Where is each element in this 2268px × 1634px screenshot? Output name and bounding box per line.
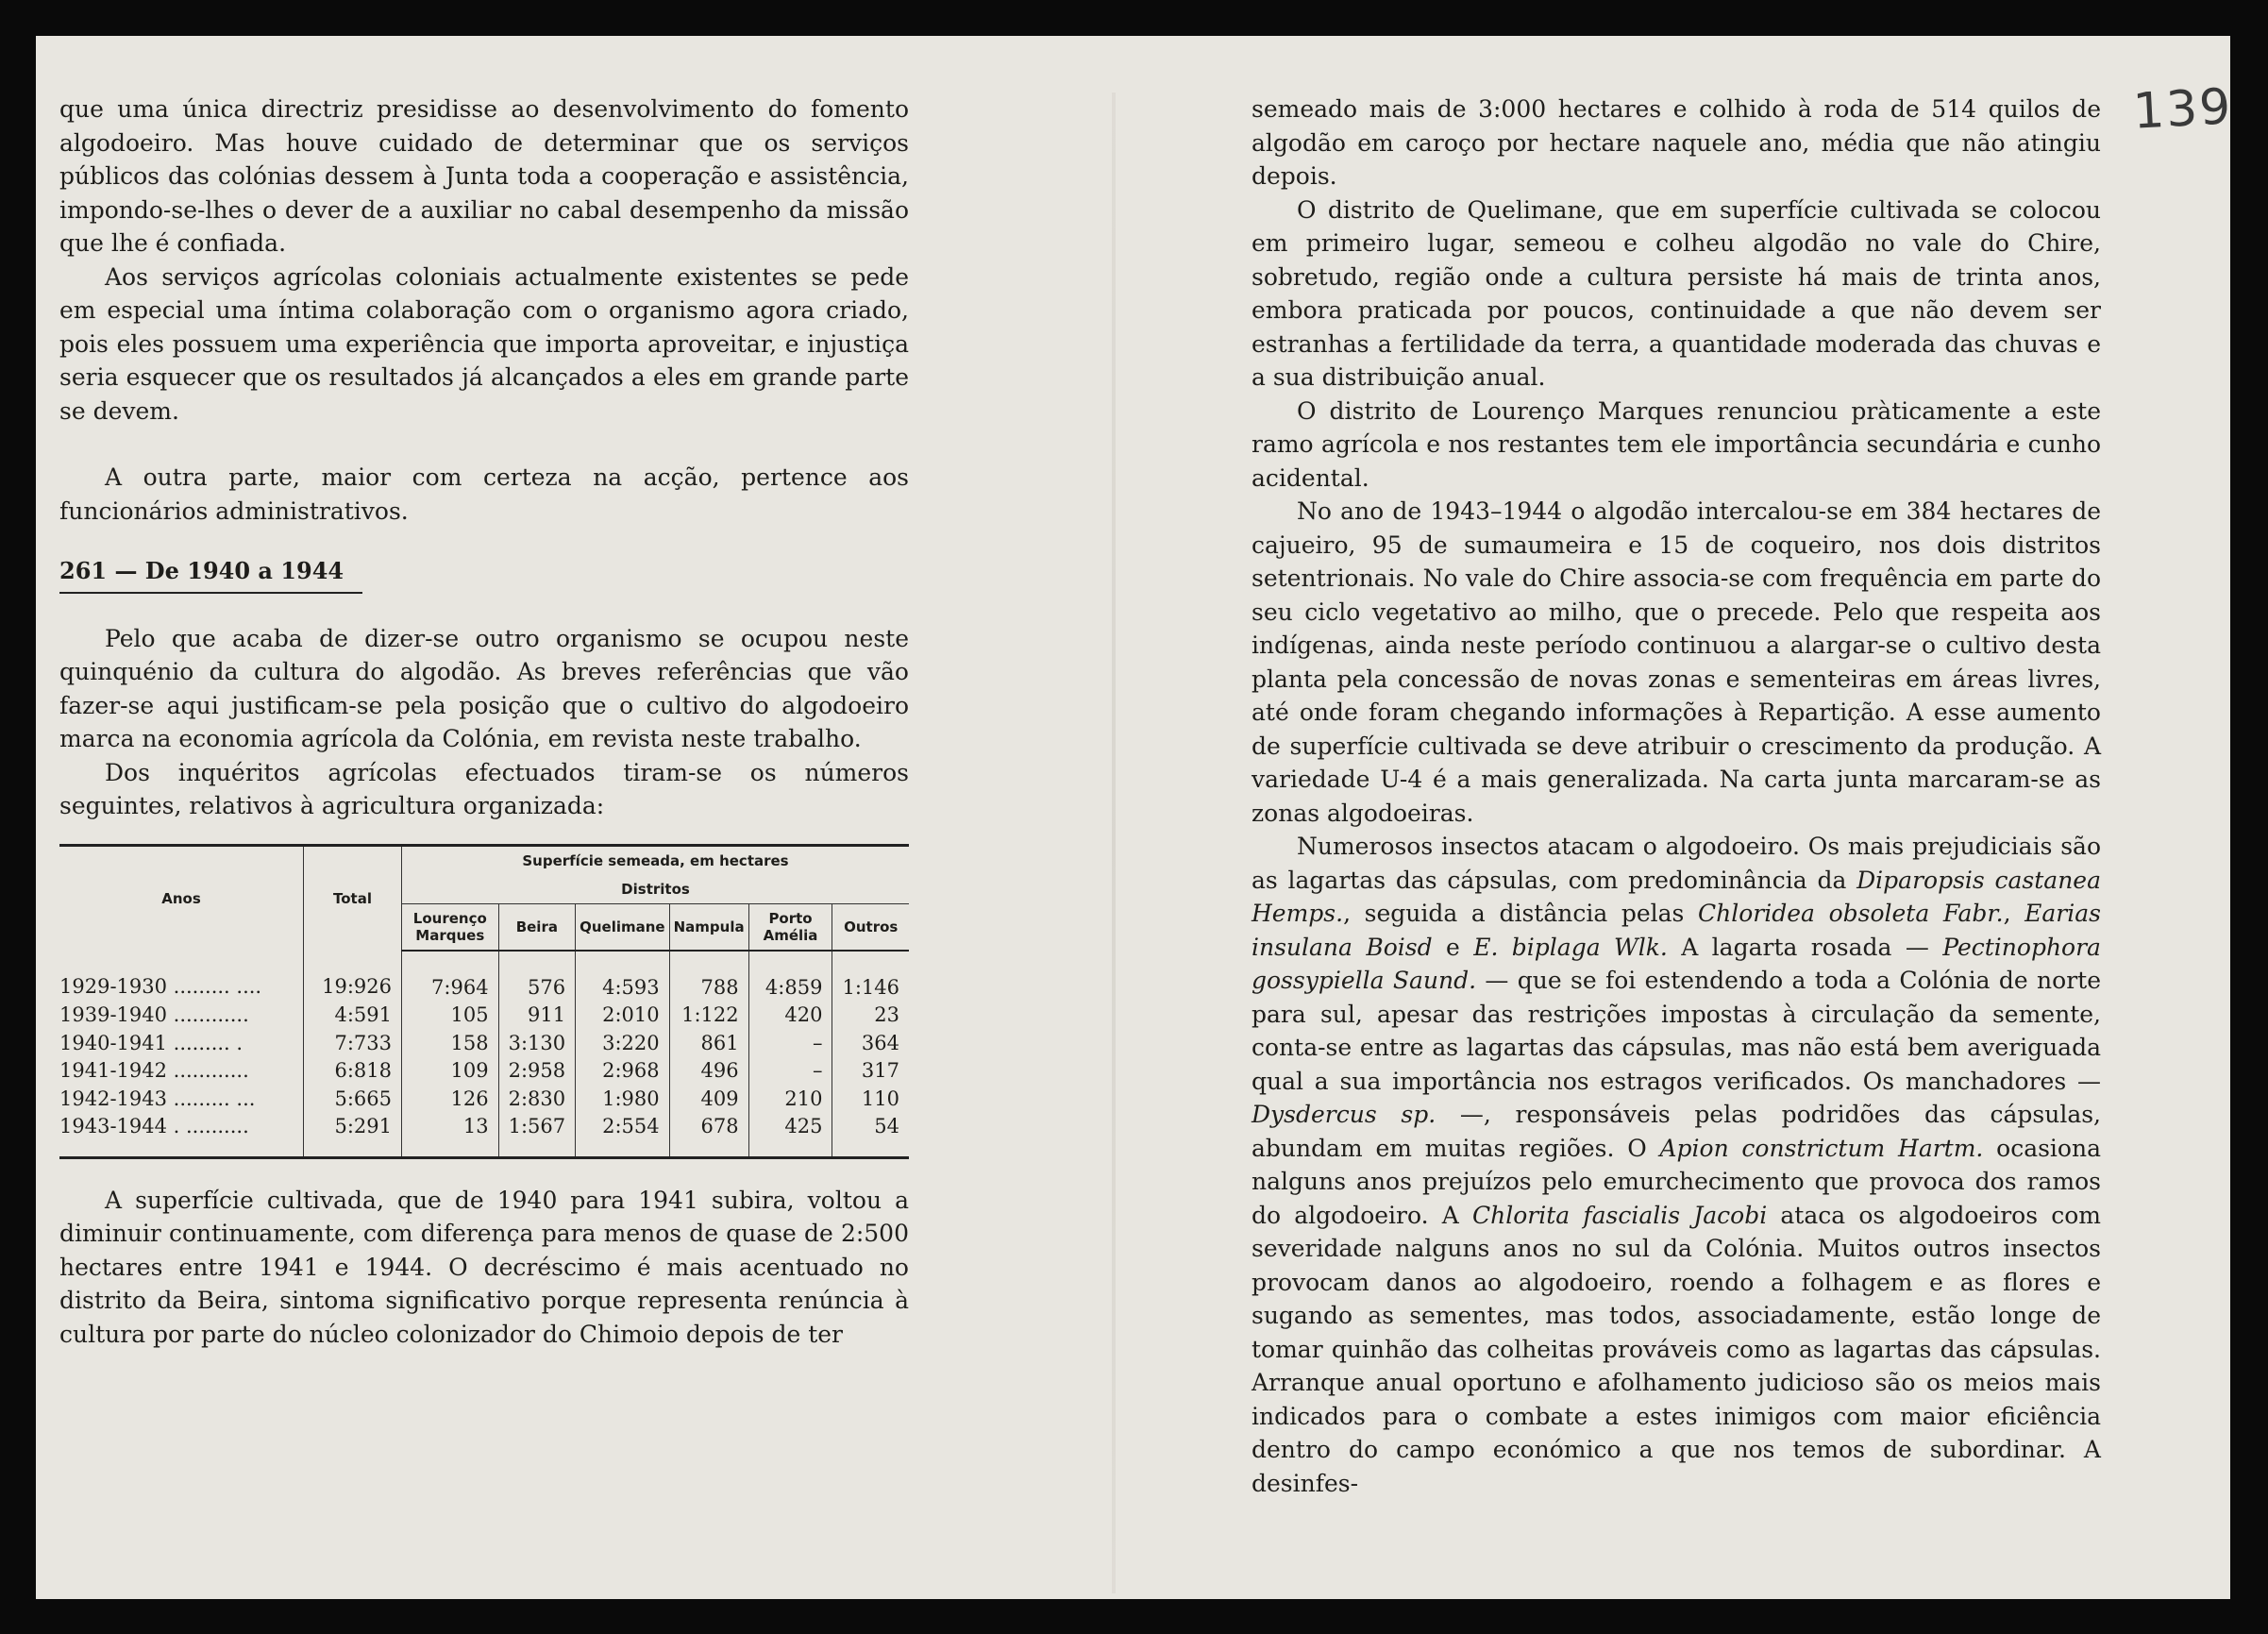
section-heading: 261 — De 1940 a 1944: [59, 554, 362, 594]
table-cell: 861: [669, 1030, 748, 1058]
table-cell: 678: [669, 1113, 748, 1157]
table-cell: 420: [748, 1002, 832, 1030]
table-cell: 110: [832, 1086, 909, 1114]
table-cell: 1:122: [669, 1002, 748, 1030]
text-run: A lagarta rosada —: [1667, 933, 1943, 961]
species-name: Diparopsis castanea Hemps.: [1252, 866, 2101, 927]
table-cell: 158: [402, 1030, 499, 1058]
paragraph: No ano de 1943–1944 o algodão intercalou-se em 384 hectares de cajueiro, 95 de sumaumeira e 15 de coqueiro, nos dois distritos setentrionais. No vale do Chire associa-se com frequência em parte do seu ciclo vegetativo ao milho, que o precede. Pelo que respeita aos indígenas, ainda neste período continuou a alargar-se o cultivo desta planta pela concessão de novas zonas e sementeiras em áreas livres, até onde foram chegando informações à Repartição. A esse aumento de superfície cultivada se deve atribuir o crescimento da produção. A variedade U-4 é a mais generalizada. Na carta junta marcaram-se as zonas algodoeiras.: [1252, 497, 2101, 827]
table-header-group: Superfície semeada, em hectares: [402, 845, 910, 875]
table-cell: 4:859: [748, 951, 832, 1002]
table-cell: 3:220: [576, 1030, 670, 1058]
table-header-district: Quelimane: [576, 903, 670, 951]
paragraph: Pelo que acaba de dizer-se outro organismo se ocupou neste quinquénio da cultura do algodão. As breves referências que vão fazer-se aqui justificam-se pela posição que o cultivo do algodoeiro marca na economia agrícola da Colónia, em revista neste trabalho.: [59, 624, 909, 752]
table-cell: 13: [402, 1113, 499, 1157]
species-name: E. biplaga Wlk.: [1473, 933, 1668, 961]
table-cell-year: 1942-1943 ......... ...: [59, 1087, 256, 1110]
paragraph: Aos serviços agrícolas coloniais actualmente existentes se pede em especial uma íntima colaboração com o organismo agora criado, pois eles possuem uma experiência que importa aproveitar, e injustiça seria esquecer que os resultados já alcançados a eles em grande parte se devem.: [59, 262, 909, 425]
table-cell: 7:733: [304, 1030, 402, 1058]
text-run: —, responsáveis pelas podridões das cápsulas, abundam em muitas regiões. O: [1252, 1101, 2102, 1162]
handwritten-page-number: 139: [2131, 78, 2234, 141]
table-header-district: Lourenço Marques: [402, 903, 499, 951]
table-cell: 1:980: [576, 1086, 670, 1114]
table-cell: 109: [402, 1057, 499, 1086]
cotton-area-table: [59, 844, 909, 1159]
right-column: [1252, 93, 2101, 1500]
table-cell: 317: [832, 1057, 909, 1086]
species-name: Chloridea obsoleta Fabr.: [1698, 900, 2004, 927]
table-cell: 576: [498, 951, 576, 1002]
table-row: [59, 1086, 909, 1114]
species-name: Dysdercus sp.: [1252, 1101, 1436, 1128]
paragraph: O distrito de Lourenço Marques renunciou pràticamente a este ramo agrícola e nos restantes tem ele importância secundária e cunho acidental.: [1252, 396, 2101, 492]
table-cell: 4:591: [304, 1002, 402, 1030]
table-cell: 1:146: [832, 951, 909, 1002]
table-row: [59, 1002, 909, 1030]
table-cell: –: [748, 1057, 832, 1086]
table-cell: 1:567: [498, 1113, 576, 1157]
table-cell: 6:818: [304, 1057, 402, 1086]
paragraph: O distrito de Quelimane, que em superfície cultivada se colocou em primeiro lugar, semeou e colheu algodão no vale do Chire, sobretudo, região onde a cultura persiste há mais de trinta anos, embora praticada por poucos, continuidade a que não devem ser estranhas a fertilidade da terra, a quantidade moderada das chuvas e a sua distribuição anual.: [1252, 195, 2101, 391]
table-cell: –: [748, 1030, 832, 1058]
table-cell-year: 1929-1930 ......... ....: [59, 975, 262, 998]
table-row: [59, 951, 909, 1002]
text-run: — que se foi estendendo a toda a Colónia de norte para sul, apesar das restrições impostas à circulação da semente, conta-se entre as lagartas das cápsulas, mas não está bem averiguada qual a sua importância nos estragos verificados. Os manchadores —: [1252, 967, 2101, 1095]
paragraph: que uma única directriz presidisse ao desenvolvimento do fomento algodoeiro. Mas houve cuidado de determinar que os serviços públicos das colónias dessem à Junta toda a cooperação e assistência, impondo-se-lhes o dever de a auxiliar no cabal desempenho da missão que lhe é confiada.: [59, 95, 909, 257]
text-run: Numerosos insectos atacam o algodoeiro. Os mais prejudiciais são as lagartas das cápsulas, com predominância da: [1252, 833, 2101, 894]
text-run: ataca os algodoeiros com severidade nalguns anos no sul da Colónia. Muitos outros insectos provocam danos ao algodoeiro, roendo a folhagem e as flores e sugando as sementes, mas todos, associadamente, estão longe de tomar quinhão das colheitas prováveis como as lagartas das cápsulas. Arranque anual oportuno e afolhamento judicioso são os meios mais indicados para o combate a estes inimigos com maior eficiência dentro do campo económico a que nos temos de subordinar. A desinfes-: [1252, 1201, 2101, 1497]
text-run: ocasiona nalguns anos prejuízos pelo emurchecimento que provoca dos ramos do algodoeiro. A: [1252, 1134, 2101, 1229]
left-column: [59, 93, 909, 1351]
text-run: e: [1432, 933, 1474, 961]
text-run: ,: [2003, 900, 2025, 927]
table-header-district: Outros: [832, 903, 909, 951]
table-cell: 2:010: [576, 1002, 670, 1030]
table-cell: 4:593: [576, 951, 670, 1002]
species-name: Pectinophora gossypiella Saund.: [1252, 933, 2101, 994]
paragraph: A superfície cultivada, que de 1940 para 1941 subira, voltou a diminuir continuamente, com diferença para menos de quase de 2:500 hectares entre 1941 e 1944. O decréscimo é mais acentuado no distrito da Beira, sintoma significativo porque representa renúncia à cultura por parte do núcleo colonizador do Chimoio depois de ter: [59, 1186, 909, 1348]
table-cell-year: 1939-1940 ............: [59, 1003, 249, 1026]
table-cell-year: 1941-1942 ............: [59, 1059, 249, 1082]
table-cell: 2:554: [576, 1113, 670, 1157]
table-cell: 3:130: [498, 1030, 576, 1058]
table-header-anos: Anos: [59, 845, 304, 951]
table-header-district: Beira: [498, 903, 576, 951]
table-cell: 2:830: [498, 1086, 576, 1114]
table-cell: 911: [498, 1002, 576, 1030]
table-cell: 425: [748, 1113, 832, 1157]
page-fold: [1112, 93, 1116, 1593]
paragraph: Dos inquéritos agrícolas efectuados tiram-se os números seguintes, relativos à agricultura organizada:: [59, 758, 909, 819]
table-cell: 788: [669, 951, 748, 1002]
table-header-district: Nampula: [669, 903, 748, 951]
table-header-subgroup: Distritos: [402, 875, 910, 904]
table-cell: 496: [669, 1057, 748, 1086]
table-row: [59, 1030, 909, 1058]
table-cell: 23: [832, 1002, 909, 1030]
table-cell: 409: [669, 1086, 748, 1114]
document-page: [36, 36, 2234, 1599]
table-cell: 5:291: [304, 1113, 402, 1157]
table-row: [59, 1113, 909, 1157]
table-cell: 2:968: [576, 1057, 670, 1086]
table-row: [59, 1057, 909, 1086]
table-cell: 2:958: [498, 1057, 576, 1086]
table-header-district: Porto Amélia: [748, 903, 832, 951]
table-cell: 7:964: [402, 951, 499, 1002]
table-cell: 364: [832, 1030, 909, 1058]
table-cell-year: 1943-1944 . ..........: [59, 1113, 304, 1157]
table-cell: 105: [402, 1002, 499, 1030]
table-cell: 54: [832, 1113, 909, 1157]
paragraph: semeado mais de 3:000 hectares e colhido à roda de 514 quilos de algodão em caroço por hectare naquele ano, média que não atingiu depois.: [1252, 95, 2101, 190]
species-name: Earias insulana Boisd: [1252, 900, 2101, 961]
table-cell: 210: [748, 1086, 832, 1114]
table-cell: 19:926: [304, 951, 402, 1002]
table-cell: 5:665: [304, 1086, 402, 1114]
table-cell: 126: [402, 1086, 499, 1114]
paragraph-insects: [1252, 830, 2101, 1500]
species-name: Chlorita fascialis Jacobi: [1471, 1201, 1768, 1229]
table-cell-year: 1940-1941 ......... .: [59, 1031, 244, 1054]
text-run: , seguida a distância pelas: [1343, 900, 1699, 927]
species-name: Apion constrictum Hartm.: [1659, 1134, 1984, 1162]
paragraph: A outra parte, maior com certeza na acção, pertence aos funcionários administrativos.: [59, 463, 909, 525]
table-header-total: Total: [304, 845, 402, 951]
